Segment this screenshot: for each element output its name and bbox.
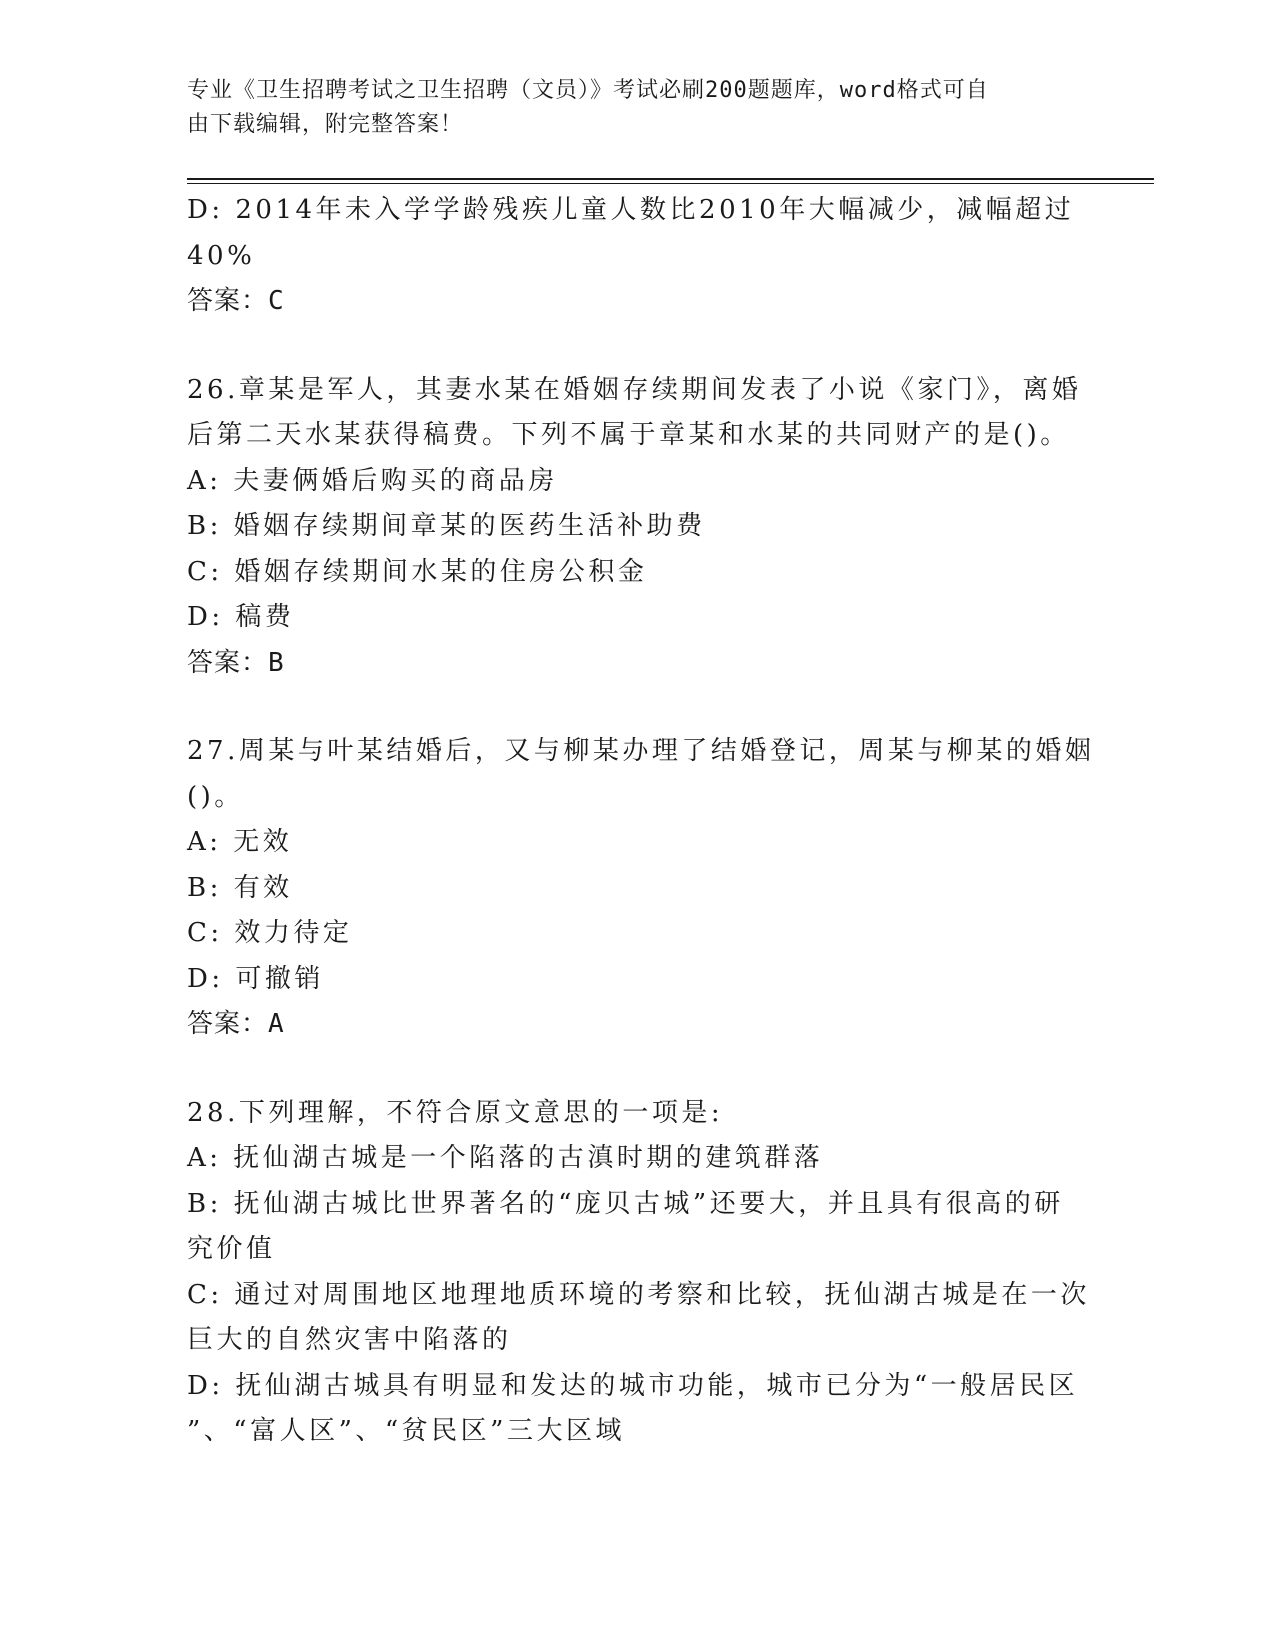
spacer [187, 686, 1067, 729]
question-stem-line-1: 27.周某与叶某结婚后，又与柳某办理了结婚登记，周某与柳某的婚姻 [187, 736, 1095, 766]
question-stem-line-1: 26.章某是军人，其妻水某在婚姻存续期间发表了小说《家门》，离婚 [187, 374, 1082, 405]
option-d: D: 可撤销 [187, 963, 324, 994]
question-28 [187, 1091, 1090, 1455]
spacer [187, 1048, 1067, 1091]
question-stem-line-2: 后第二天水某获得稿费。下列不属于章某和水某的共同财产的是()。 [187, 420, 1070, 450]
option-b: B: 婚姻存续期间章某的医药生活补助费 [187, 511, 706, 541]
spacer [187, 325, 1067, 368]
option-a: A: 无效 [187, 827, 293, 857]
question-26 [187, 368, 1082, 687]
option-b: B: 有效 [187, 872, 293, 903]
option-c-line-2: 巨大的自然灾害中陷落的 [187, 1325, 512, 1355]
page-header [187, 74, 1067, 142]
header-title-line-2: 由下载编辑，附完整答案！ [187, 112, 464, 137]
answer-label: 答案：C [187, 286, 285, 316]
option-b-line-1: B: 抚仙湖古城比世界著名的“庞贝古城”还要大，并且具有很高的研 [187, 1188, 1064, 1219]
option-c-line-1: C: 通过对周围地区地理地质环境的考察和比较，抚仙湖古城是在一次 [187, 1279, 1090, 1310]
answer-label: 答案：A [187, 1009, 285, 1039]
question-25-tail [187, 188, 1075, 325]
question-stem-line-1: 28.下列理解，不符合原文意思的一项是: [187, 1097, 724, 1128]
option-d-line-2: ”、“富人区”、“贫民区”三大区域 [187, 1416, 625, 1446]
header-divider-thick [187, 178, 1154, 180]
option-b-line-2: 究价值 [187, 1234, 276, 1264]
option-d-line-1: D: 抚仙湖古城具有明显和发达的城市功能，城市已分为“一般居民区 [187, 1370, 1079, 1401]
option-d: D: 稿费 [187, 602, 295, 632]
option-c: C: 婚姻存续期间水某的住房公积金 [187, 556, 648, 587]
option-a: A: 抚仙湖古城是一个陷落的古滇时期的建筑群落 [187, 1143, 824, 1173]
option-c: C: 效力待定 [187, 918, 353, 948]
option-d-line-2: 40% [187, 240, 256, 271]
answer-label: 答案：B [187, 647, 285, 678]
header-title-line-1: 专业《卫生招聘考试之卫生招聘（文员）》考试必刷200题题库，word格式可自 [187, 78, 989, 103]
question-list [187, 188, 1095, 1455]
option-d-line-1: D: 2014年未入学学龄残疾儿童人数比2010年大幅减少，减幅超过 [187, 195, 1075, 225]
header-divider-thin [187, 183, 1154, 184]
question-stem-line-2: ()。 [187, 781, 244, 812]
question-27 [187, 729, 1095, 1048]
option-a: A: 夫妻俩婚后购买的商品房 [187, 465, 558, 496]
